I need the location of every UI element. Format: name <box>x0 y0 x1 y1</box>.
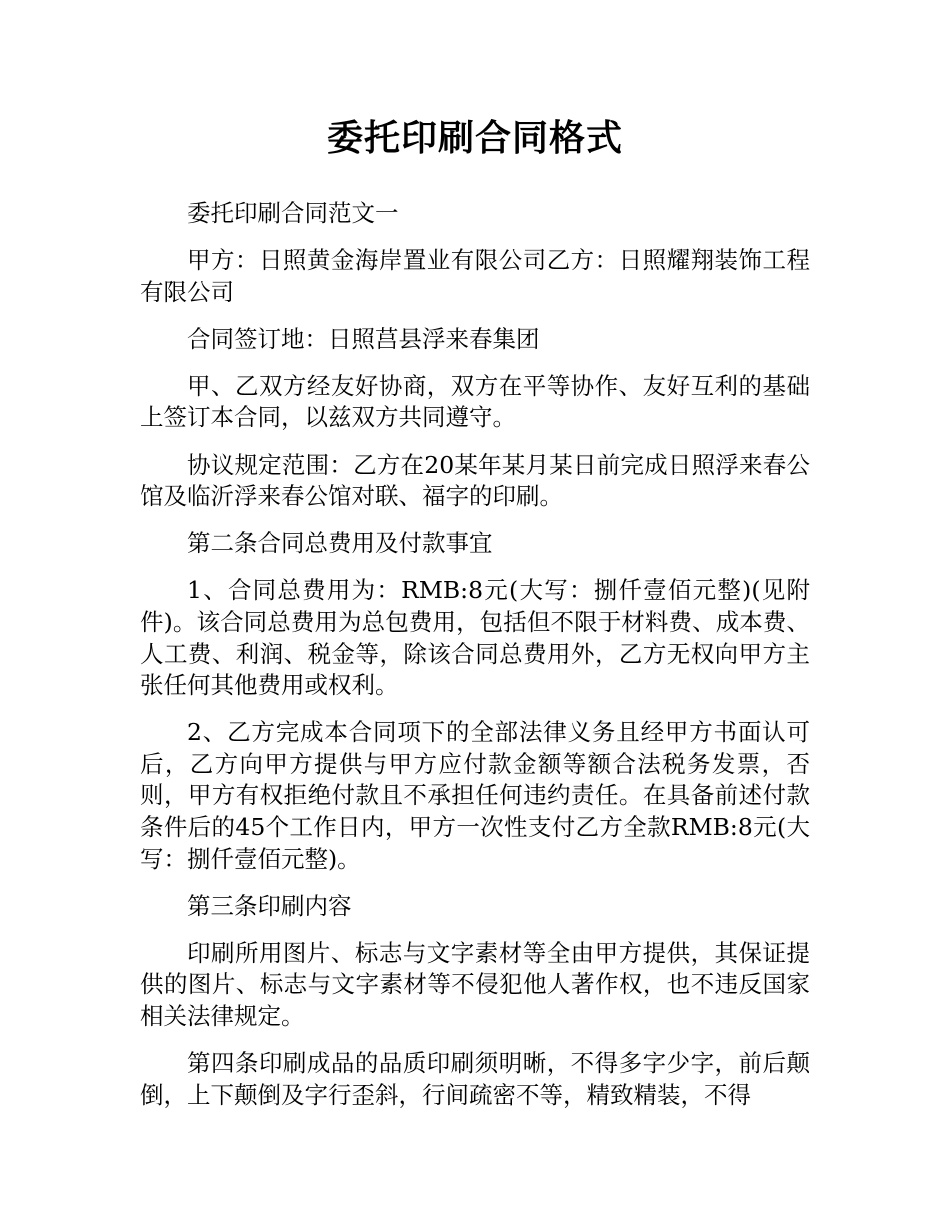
paragraph-preamble: 甲、乙双方经友好协商，双方在平等协作、友好互利的基础上签订本合同，以兹双方共同遵守。 <box>140 371 810 432</box>
paragraph-article-three-heading: 第三条印刷内容 <box>187 891 352 920</box>
paragraph-parties: 甲方：日照黄金海岸置业有限公司乙方：日照耀翔装饰工程有限公司 <box>140 246 810 306</box>
document-body <box>140 198 810 1127</box>
paragraph-article-four-quality: 第四条印刷成品的品质印刷须明晰，不得多字少字，前后颠倒，上下颠倒及字行歪斜，行间疏密不等，精致精装，不得 <box>140 1049 810 1109</box>
paragraph-scope: 协议规定范围：乙方在20某年某月某日前完成日照浮来春公馆及临沂浮来春公馆对联、福字的印刷。 <box>140 450 810 511</box>
paragraph-signing-place: 合同签订地：日照莒县浮来春集团 <box>187 324 540 353</box>
paragraph-article-two-heading: 第二条合同总费用及付款事宜 <box>187 529 493 558</box>
paragraph-payment-terms: 2、乙方完成本合同项下的全部法律义务且经甲方书面认可后，乙方向甲方提供与甲方应付款金额等额合法税务发票，否则，甲方有权拒绝付款且不承担任何违约责任。在具备前述付款条件后的45个工作日内，甲方一次性支付乙方全款RMB:8元(大写：捌仟壹佰元整)。 <box>140 718 810 873</box>
document-title: 委托印刷合同格式 <box>326 118 623 159</box>
paragraph-print-content: 印刷所用图片、标志与文字素材等全由甲方提供，其保证提供的图片、标志与文字素材等不侵犯他人著作权，也不违反国家相关法律规定。 <box>140 938 810 1030</box>
paragraph-heading-sample-one: 委托印刷合同范文一 <box>187 199 399 227</box>
paragraph-total-cost: 1、合同总费用为：RMB:8元(大写：捌仟壹佰元整)(见附件)。该合同总费用为总包费用，包括但不限于材料费、成本费、人工费、利润、税金等，除该合同总费用外，乙方无权向甲方主张任何其他费用或权利。 <box>140 576 810 700</box>
